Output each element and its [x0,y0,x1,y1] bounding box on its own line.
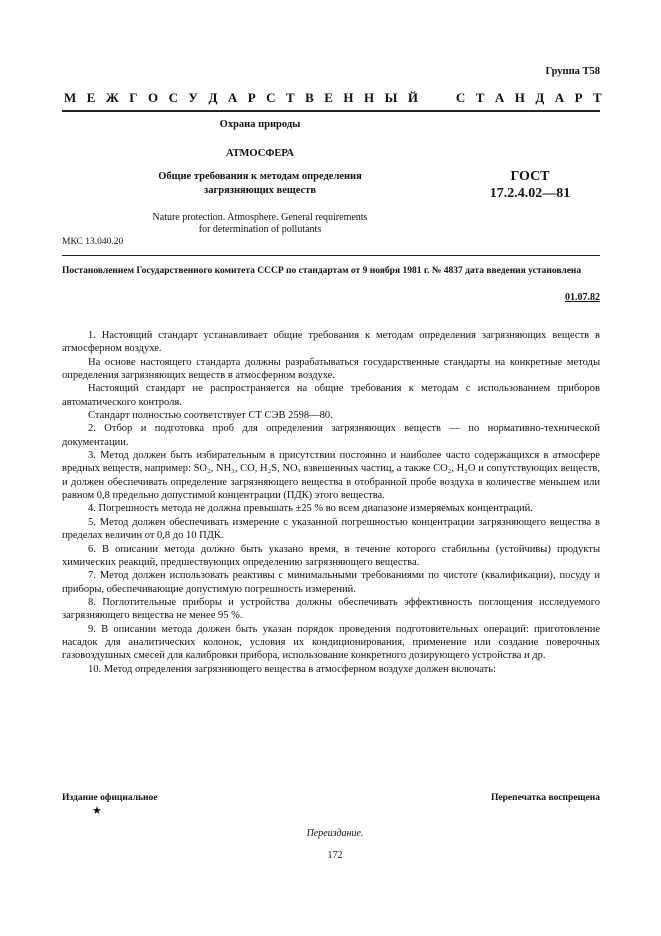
subject-line-1: Охрана природы [219,119,301,130]
heading-letter: О [147,90,159,105]
subject-line-2: АТМОСФЕРА [226,148,294,159]
heading-letter: А [227,90,238,105]
interstate-standard-heading [64,90,602,106]
star-icon: ★ [92,805,102,817]
paragraph-8: 5. Метод должен обеспечивать измерение с указанной погрешностью концентрации загрязняющего вещества в пределах величин от 0,8 до 10 ПДК. [62,516,600,542]
official-edition-label: Издание официальное [62,793,158,803]
heading-letter: Н [343,90,354,105]
english-title-line-1: Nature protection. Atmosphere. General requirements [152,212,368,223]
subject-line-3: Общие требования к методам определения [158,171,362,182]
heading-letter: М [64,90,77,105]
group-code: Группа Т58 [545,66,600,77]
subject-line-4: загрязняющих веществ [204,185,316,196]
reissue-label: Переиздание. [306,828,364,839]
decree-text: Постановлением Государственного комитета СССР по стандартам от 9 ноября 1981 г. № 4837 дата введения установлена [62,266,582,276]
paragraph-5: 2. Отбор и подготовка проб для определения загрязняющих веществ — по нормативно-технической документации. [62,423,600,448]
english-title-line-2: for determination of pollutants [198,224,322,235]
heading-letter: С [455,90,466,105]
heading-letter: Ы [384,90,398,105]
header-rule [62,110,600,112]
heading-letter: Р [247,90,256,105]
heading-letter: С [266,90,276,105]
heading-letter: А [554,90,565,105]
heading-letter: У [188,90,198,105]
paragraph-9: 6. В описании метода должно быть указано время, в течение которого стабильны (устойчивы) продукты химических реакций, предшествующих определению загрязняющего вещества. [62,543,600,568]
heading-letter: Ж [105,90,119,105]
heading-letter: Н [364,90,375,105]
heading-letter: Е [86,90,96,105]
heading-letter: А [494,90,505,105]
gost-number: 17.2.4.02—81 [489,186,571,201]
heading-letter: Д [208,90,218,105]
introduction-date: 01.07.82 [565,292,600,303]
heading-letter: Н [514,90,525,105]
heading-letter: Д [535,90,545,105]
heading-letter: Т [286,90,295,105]
heading-letter: Е [324,90,333,105]
heading-letter [428,90,431,106]
paragraph-3: Настоящий стандарт не распространяется на общие требования к методам с использованием приборов автоматического контроля. [62,383,600,408]
heading-letter: Т [593,90,602,105]
heading-letter: Р [574,90,583,105]
heading-letter: В [305,90,314,105]
paragraph-4: Стандарт полностью соответствует СТ СЭВ 2598—80. [88,410,333,422]
paragraph-11: 8. Поглотительные приборы и устройства должны обеспечивать эффективность поглощения исследуемого загрязняющего вещества не менее 95 %. [62,596,600,622]
page-number: 172 [327,850,343,861]
heading-letter [442,90,445,106]
title-rule [62,255,600,256]
heading-letter: С [168,90,178,105]
gost-label: ГОСТ [510,169,550,184]
paragraph-7: 4. Погрешность метода не должна превышать ±25 % во всем диапазоне измеряемых концентраций. [88,503,533,515]
heading-letter: Й [407,90,418,105]
paragraph-12: 9. В описании метода должен быть указан порядок проведения подготовительных операций: приготовление насадок для аналитических колонок, условия их кондиционирования, применение или создание поверочных газовоздушных смесей для калибровки прибора, использование конкретного дозирующего устройства и др. [62,623,600,662]
document-body [62,329,600,676]
paragraph-2: На основе настоящего стандарта должны разрабатываться государственные стандарты на конкретные методы определения загрязняющих веществ в атмосферном воздухе. [62,356,600,382]
paragraph-10: 7. Метод должен использовать реактивы с минимальными требованиями по чистоте (квалификации), посуду и приборы, обеспечивающие допустимую погрешность измерений. [62,570,600,595]
mks-code: МКС 13.040.20 [62,237,124,247]
paragraph-1: 1. Настоящий стандарт устанавливает общие требования к методам определения загрязняющих веществ в атмосферном воздухе. [62,330,600,355]
paragraph-13: 10. Метод определения загрязняющего вещества в атмосферном воздухе должен включать: [88,663,496,675]
reprint-prohibited-label: Перепечатка воспрещена [490,793,600,803]
heading-letter: Г [129,90,138,105]
paragraph-6: 3. Метод должен быть избирательным в присутствии постоянно и наиболее часто содержащихся в атмосфере вредных веществ, например: SO₂, NH₃, CO, H₂S, NOₓ взвешенных частиц, а также CO₂, H₂O и сопутствующих веществ, и должен обеспечивать определение загрязняющего вещества в отобранной пробе воздуха в количестве меньшем или равном 0,8 предельно допустимой концентрации (ПДК) этого вещества. [62,450,600,502]
heading-letter: Т [475,90,485,105]
